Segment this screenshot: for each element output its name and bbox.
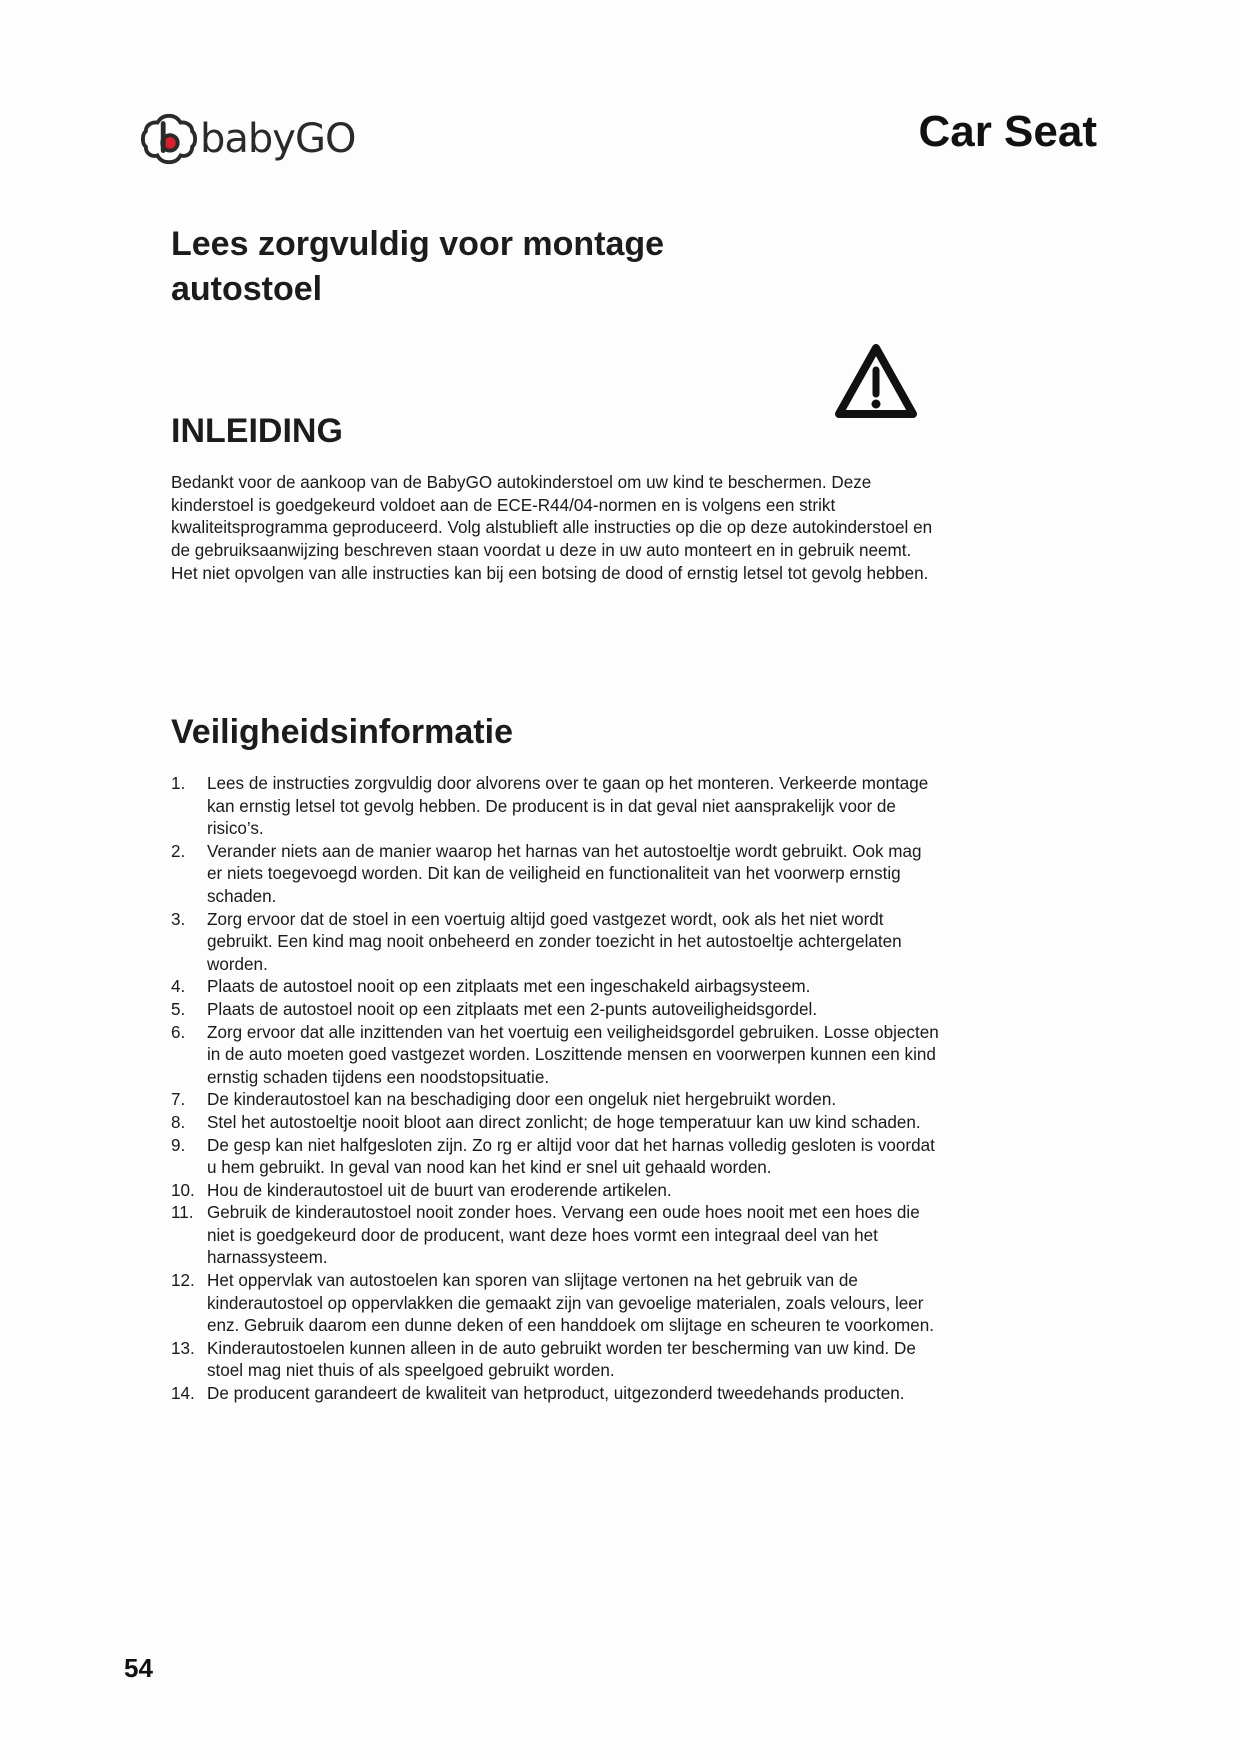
- item-number: 3.: [171, 909, 186, 929]
- babygo-logo-icon: [140, 110, 198, 168]
- item-text: Stel het autostoeltje nooit bloot aan direct zonlicht; de hoge temperatuur kan uw kind schaden.: [207, 1112, 921, 1132]
- item-number: 1.: [171, 774, 186, 793]
- list-item: [171, 773, 941, 841]
- list-item: [171, 1180, 941, 1203]
- list-item: [171, 909, 941, 977]
- item-text: De gesp kan niet halfgesloten zijn. Zo rg er altijd voor dat het harnas volledig gesloten is voordat u hem gebruikt. In geval van nood kan het kind er snel uit gehaald worden.: [207, 1135, 935, 1178]
- list-item: [171, 1338, 941, 1383]
- item-text: Kinderautostoelen kunnen alleen in de auto gebruikt worden ter bescherming van uw kind. De stoel mag niet thuis of als speelgoed gebruikt worden.: [207, 1338, 916, 1381]
- list-item: [171, 1022, 941, 1090]
- item-number: 7.: [171, 1090, 186, 1110]
- list-item: [171, 1383, 941, 1406]
- document-title: Car Seat: [918, 107, 1097, 156]
- item-number: 12.: [171, 1271, 195, 1291]
- item-number: 9.: [171, 1135, 186, 1155]
- item-text: Hou de kinderautostoel uit de buurt van eroderende artikelen.: [207, 1180, 672, 1200]
- item-number: 10.: [171, 1180, 195, 1200]
- safety-list: [171, 773, 941, 1406]
- item-text: De producent garandeert de kwaliteit van hetproduct, uitgezonderd tweedehands producten.: [207, 1384, 905, 1404]
- item-number: 13.: [171, 1338, 195, 1358]
- logo-text: babyGO: [200, 116, 356, 162]
- list-item: [171, 1202, 941, 1270]
- safety-heading: Veiligheidsinformatie: [171, 713, 513, 751]
- page-number: 54: [124, 1653, 153, 1683]
- intro-paragraph: Bedankt voor de aankoop van de BabyGO autokinderstoel om uw kind te beschermen. Deze kinderstoel is goedgekeurd voldoet aan de ECE-R44/04-normen en is volgens een strikt kwaliteitsprogramma geproduceerd. Volg alstublieft alle instructies op die op deze autokinderstoel en de gebruiksaanwijzing beschreven staan voordat u deze in uw auto monteert en in gebruik neemt. Het niet opvolgen van alle instructies kan bij een botsing de dood of ernstig letsel tot gevolg hebben.: [171, 473, 933, 583]
- list-item: [171, 999, 941, 1022]
- page-title: Lees zorgvuldig voor montage autostoel: [171, 225, 665, 308]
- item-number: 14.: [171, 1384, 195, 1404]
- item-text: Plaats de autostoel nooit op een zitplaats met een 2-punts autoveiligheidsgordel.: [207, 999, 818, 1019]
- item-text: Zorg ervoor dat alle inzittenden van het voertuig een veiligheidsgordel gebruiken. Losse objecten in de auto moeten goed vastgezet worden. Loszittende mensen en voorwerpen kunnen een kind ernstig schaden tijdens een noodstopsituatie.: [207, 1022, 939, 1087]
- item-text: Plaats de autostoel nooit op een zitplaats met een ingeschakeld airbagsysteem.: [207, 977, 811, 997]
- item-number: 11.: [171, 1203, 194, 1223]
- item-number: 4.: [171, 977, 186, 997]
- item-text: Zorg ervoor dat de stoel in een voertuig altijd goed vastgezet wordt, ook als het niet wordt gebruikt. Een kind mag nooit onbeheerd en zonder toezicht in het autostoeltje achtergelaten worden.: [207, 909, 902, 974]
- list-item: [171, 1089, 941, 1112]
- item-number: 2.: [171, 841, 186, 861]
- list-item: [171, 1135, 941, 1180]
- item-text: De kinderautostoel kan na beschadiging door een ongeluk niet hergebruikt worden.: [207, 1090, 837, 1110]
- list-item: [171, 1112, 941, 1135]
- brand-logo: [140, 108, 355, 170]
- list-item: [171, 976, 941, 999]
- item-text: Lees de instructies zorgvuldig door alvorens over te gaan op het monteren. Verkeerde montage kan ernstig letsel tot gevolg hebben. De producent is in dat geval niet aansprakelijk voor de risico’s.: [207, 774, 929, 839]
- item-number: 8.: [171, 1112, 186, 1132]
- list-item: [171, 841, 941, 909]
- item-number: 6.: [171, 1022, 186, 1042]
- warning-triangle-icon: [833, 342, 919, 420]
- item-text: Het oppervlak van autostoelen kan sporen van slijtage vertonen na het gebruik van de kinderautostoel op oppervlakken die gemaakt zijn van gevoelige materialen, zoals velours, leer enz. Gebruik daarom een dunne deken of een handdoek om slijtage en scheuren te voorkomen.: [207, 1271, 934, 1336]
- intro-heading: INLEIDING: [171, 412, 343, 450]
- item-text: Verander niets aan de manier waarop het harnas van het autostoeltje wordt gebruikt. Ook mag er niets toegevoegd worden. Dit kan de veiligheid en functionaliteit van het voorwerp ernstig schaden.: [207, 841, 922, 906]
- list-item: [171, 1270, 941, 1338]
- item-number: 5.: [171, 999, 186, 1019]
- item-text: Gebruik de kinderautostoel nooit zonder hoes. Vervang een oude hoes nooit met een hoes die niet is goedgekeurd door de producent, want deze hoes vormt een integraal deel van het harnassysteem.: [207, 1203, 920, 1268]
